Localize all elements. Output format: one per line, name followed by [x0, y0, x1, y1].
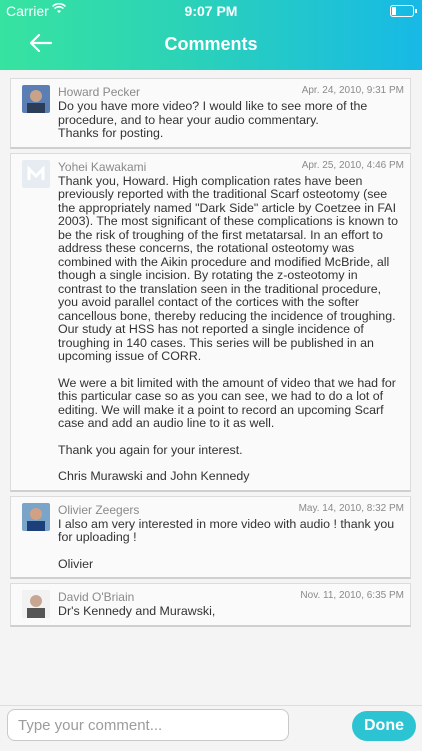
comment-card [10, 496, 411, 580]
comment-paragraph: Chris Murawski and John Kennedy [58, 469, 250, 483]
avatar [22, 85, 50, 113]
battery-icon [390, 5, 414, 17]
avatar [22, 590, 50, 618]
comment-date: Apr. 25, 2010, 4:46 PM [301, 159, 404, 171]
comment-paragraph: Thank you again for your interest. [58, 442, 243, 457]
comment-list[interactable] [10, 78, 411, 704]
comment-body [58, 100, 402, 141]
avatar [22, 503, 50, 531]
comment-input[interactable] [7, 709, 289, 741]
done-button[interactable]: Done [352, 711, 416, 741]
comment-paragraph: Dr's Kennedy and Murawski, [58, 604, 216, 618]
comment-composer [0, 705, 422, 751]
status-bar [0, 0, 422, 22]
status-time: 9:07 PM [184, 3, 238, 19]
comment-paragraph: Olivier [58, 556, 94, 571]
comment-card [10, 153, 411, 492]
avatar [22, 160, 50, 188]
comment-author: Howard Pecker [58, 85, 141, 99]
comment-paragraph: Do you have more video? I would like to see more of the procedure, and to hear your audio commentary. Thanks for posting. [58, 99, 368, 140]
comment-body [58, 175, 402, 484]
comment-paragraph: We were a bit limited with the amount of video that we had for this particular case so as you can see, we had to do a lot of editing. We will make it a point to record an upcoming Scarf case and add an audio line to it as well. [58, 375, 396, 430]
comment-date: May. 14, 2010, 8:32 PM [298, 502, 404, 514]
comment-body [58, 605, 402, 619]
header-bar [0, 0, 422, 70]
comment-author: Yohei Kawakami [58, 159, 147, 174]
comment-paragraph: I also am very interested in more video with audio ! thank you for uploading ! [58, 516, 395, 544]
comment-card [10, 78, 411, 149]
comment-paragraph: Thank you, Howard. High complication rates have been previously reported with the traditional Scarf osteotomy (see the appropriately named "Dark Side" article by Coetzee in FAI 2003). The most significant of these complications is known to be the risk of troughing of the first metatarsal. In an effort to address these concerns, the rotational osteotomy was combined with the Aikin procedure and modified McBride, all though a single incision. By rotating the z-osteotomy in contrast to the translation seen in the traditional procedure, you avoid parallel contact of the cortices with the softer cancellous bone, thereby reducing the incidence of troughing. Our study at HSS has not reported a single incidence of troughing in 140 cases. This series will be published in an upcoming issue of CORR. [58, 173, 398, 363]
carrier-label: Carrier [6, 3, 49, 19]
comment-author: Olivier Zeegers [58, 502, 140, 517]
comment-date: Nov. 11, 2010, 6:35 PM [300, 590, 404, 601]
comment-author: David O'Briain [58, 590, 135, 604]
comment-body [58, 518, 402, 572]
comment-card [10, 583, 411, 627]
comment-date: Apr. 24, 2010, 9:31 PM [301, 85, 404, 96]
page-title: Comments [164, 34, 258, 54]
